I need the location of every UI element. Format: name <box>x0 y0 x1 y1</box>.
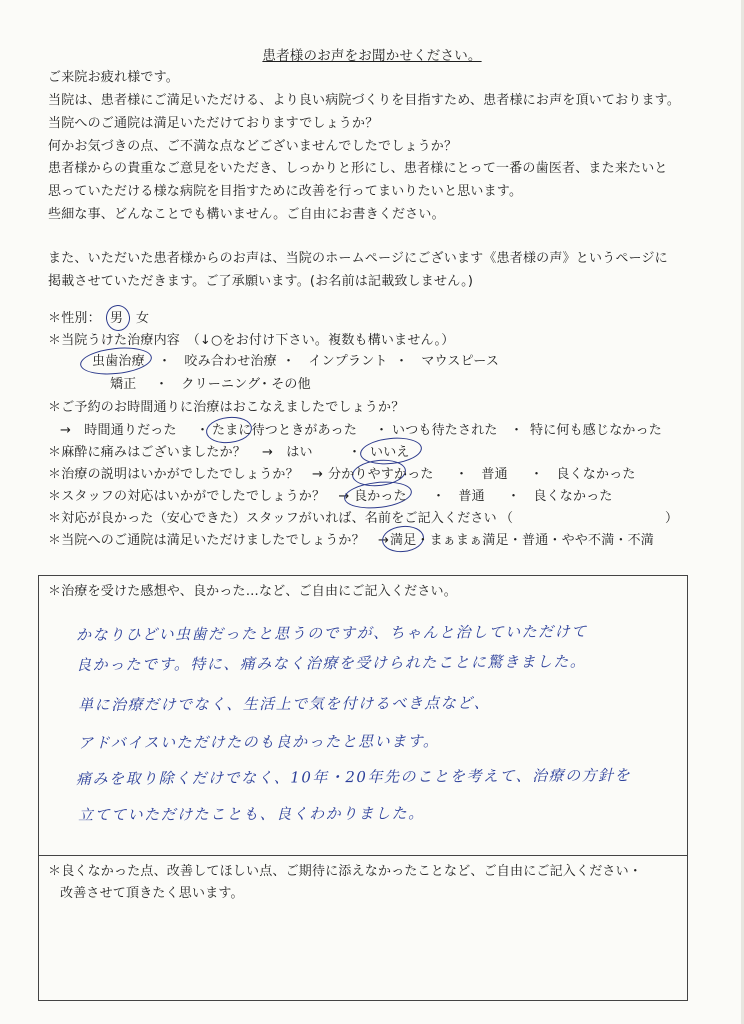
explanation-option-average[interactable]: ・ 普通 <box>455 467 508 482</box>
treatment-option-cleaning[interactable]: ・ クリーニング <box>155 377 261 392</box>
staff-name-paren-open: （ <box>500 511 514 526</box>
time-option-sometimes-wait[interactable]: たまに待つときがあった <box>212 423 358 438</box>
intro-line-2: 当院は、患者様にご満足いただける、より良い病院づくりを目指すため、患者様にお声を頂いております。 <box>48 93 681 108</box>
explanation-option-poor[interactable]: ・ 良くなかった <box>530 467 636 482</box>
gender-male-option[interactable]: 男 <box>110 311 124 326</box>
intro-line-4: 何かお気づきの点、ご不満な点などございませんでしたでしょうか？ <box>48 139 458 154</box>
bad-comments-prompt-line-1: ＊良くなかった点、改善してほしい点、ご期待に添えなかったことなど、ご自由にご記入ください・ <box>48 864 643 879</box>
handwritten-line-2: 良かったです。特に、痛みなく治療を受けられたことに驚きました。 <box>76 652 587 674</box>
staff-name-paren-close: ） <box>665 511 679 526</box>
handwritten-line-3: 単に治療だけでなく、生活上で気を付けるべき点など、 <box>78 693 491 714</box>
time-separator-1: ・ <box>196 423 210 438</box>
satisfaction-options[interactable]: 満足・まぁまぁ満足・普通・やや不満・不満 <box>390 533 655 548</box>
staff-name-label: ＊対応が良かった（安心できた）スタッフがいれば、名前をご記入ください <box>48 511 497 526</box>
explanation-label: ＊治療の説明はいかがでしたでしょうか？ → <box>48 467 324 482</box>
staff-option-good[interactable]: 良かった <box>354 489 407 504</box>
handwritten-line-1: かなりひどい虫歯だったと思うのですが、ちゃんと治していただけて <box>76 622 588 644</box>
staff-label: ＊スタッフの対応はいかがでしたでしょうか？ → <box>48 489 350 504</box>
time-option-no-feeling[interactable]: 特に何も感じなかった <box>530 423 663 438</box>
handwritten-line-4: アドバイスいただけたのも良かったと思います。 <box>78 732 440 752</box>
pain-label: ＊麻酔に痛みはございましたか？ <box>48 445 247 460</box>
treatment-option-mouthpiece[interactable]: ・ マウスピース <box>395 354 500 369</box>
time-option-on-time[interactable]: → 時間通りだった <box>60 423 177 438</box>
pain-option-yes[interactable]: → はい <box>262 445 313 460</box>
intro-line-3: 当院へのご通院は満足いただけておりますでしょうか？ <box>48 116 379 131</box>
bad-comments-prompt-line-2: 改善させて頂きたく思います。 <box>60 886 244 901</box>
treatment-option-implant[interactable]: ・ インプラント <box>282 354 388 369</box>
staff-option-poor[interactable]: ・ 良くなかった <box>507 489 613 504</box>
treatment-option-other[interactable]: ・その他 <box>258 377 311 392</box>
gender-female-option[interactable]: 女 <box>136 311 150 326</box>
notice-line-2: 掲載させていただきます。ご了承願います。(お名前は記載致しません。) <box>48 274 474 289</box>
explanation-option-clear[interactable]: 分かりやすかった <box>328 467 434 482</box>
time-separator-2: ・ <box>375 423 389 438</box>
good-comments-prompt: ＊治療を受けた感想や、良かった…など、ご自由にご記入ください。 <box>48 584 457 599</box>
treatment-option-bite[interactable]: ・ 咬み合わせ治療 <box>158 354 277 369</box>
staff-option-average[interactable]: ・ 普通 <box>432 489 485 504</box>
gender-label: ＊性別： <box>48 311 101 326</box>
comments-divider <box>38 855 687 856</box>
pain-separator: ・ <box>348 445 362 460</box>
treatment-option-cavity[interactable]: 虫歯治療 <box>92 354 145 369</box>
form-title: 患者様のお声をお聞かせください。 <box>262 48 482 64</box>
treatment-option-orthodontics[interactable]: 矯正 <box>110 377 137 392</box>
time-label: ＊ご予約のお時間通りに治療はおこなえましたでしょうか？ <box>48 400 405 415</box>
intro-line-6: 思っていただける様な病院を目指すために改善を行ってまいりたいと思います。 <box>48 184 523 199</box>
intro-line-7: 些細な事、どんなことでも構いません。ご自由にお書きください。 <box>48 207 445 222</box>
handwritten-line-5: 痛みを取り除くだけでなく、10年・20年先のことを考えて、治療の方針を <box>76 766 632 788</box>
handwritten-line-6: 立てていただけたことも、良くわかりました。 <box>78 804 425 824</box>
intro-line-1: ご来院お疲れ様です。 <box>48 70 179 85</box>
treatment-label: ＊当院うけた治療内容 （↓○をお付け下さい。複数も構いません。） <box>48 333 455 348</box>
notice-line-1: また、いただいた患者様からのお声は、当院のホームページにございます《患者様の声》というページに <box>48 251 668 266</box>
intro-line-5: 患者様からの貴重なご意見をいただき、しっかりと形にし、患者様にとって一番の歯医者、また来たいと <box>48 161 668 176</box>
pain-option-no[interactable]: いいえ <box>370 445 410 460</box>
satisfaction-label: ＊当院へのご通院は満足いただけましたでしょうか？ → <box>48 533 390 548</box>
time-option-always-wait[interactable]: いつも待たされた <box>392 423 498 438</box>
time-separator-3: ・ <box>510 423 524 438</box>
